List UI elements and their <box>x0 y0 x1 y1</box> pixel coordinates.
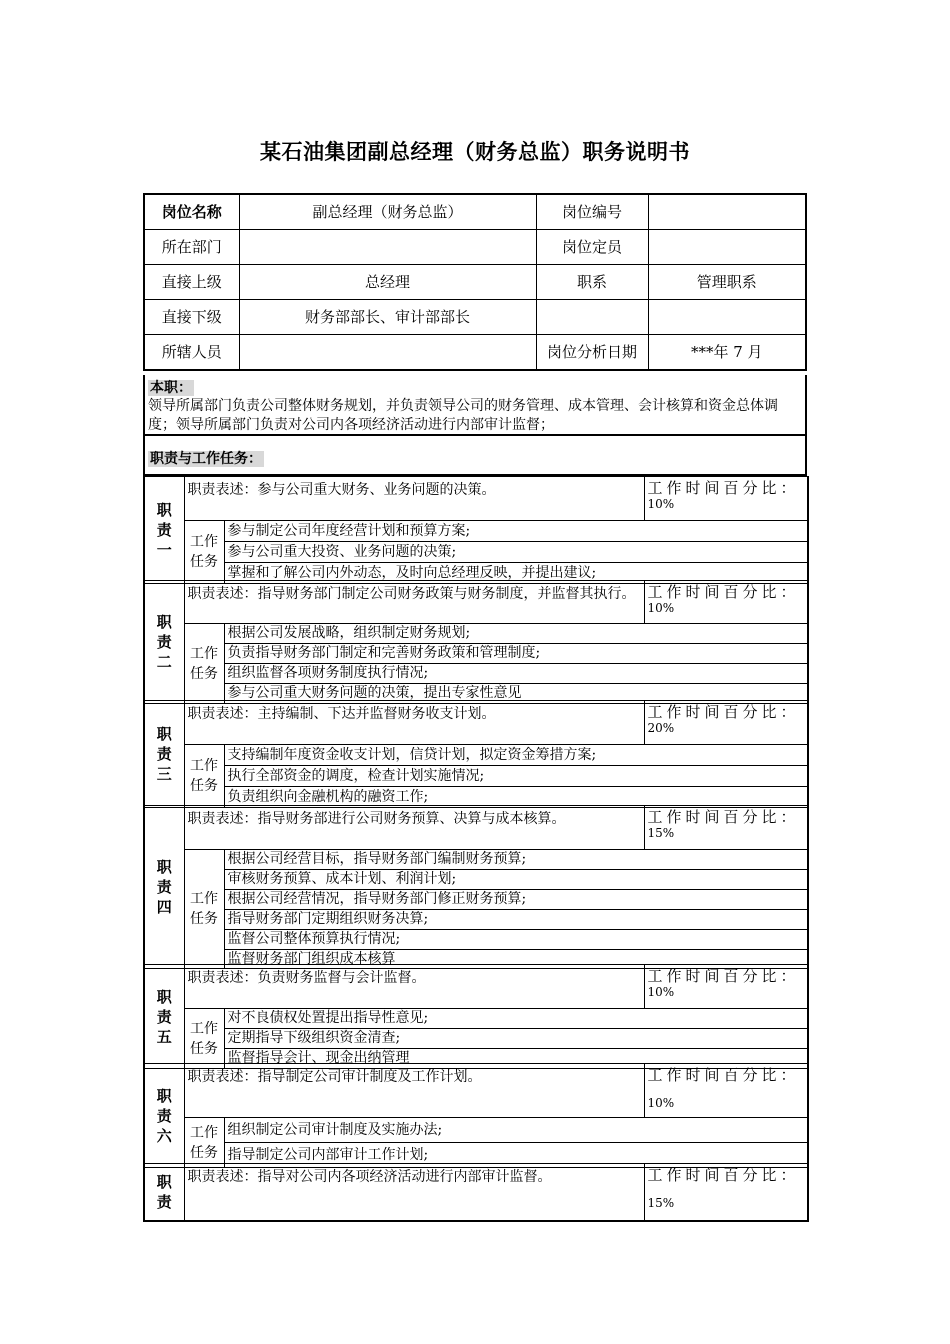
work-task-label: 工作 任务 <box>184 624 224 704</box>
duties-section-label: 职责与工作任务： <box>150 451 262 467</box>
duties-section-header <box>143 436 807 476</box>
time-percentage-value: 15% <box>647 1196 675 1210</box>
time-percentage-value: 10% <box>647 1096 675 1110</box>
label-position-name: 岗位名称 <box>144 194 239 230</box>
work-task-item: 组织监督各项财务制度执行情况; <box>224 664 808 684</box>
time-percentage <box>644 1164 808 1222</box>
core-duty-text: 领导所属部门负责公司整体财务规划，并负责领导公司的财务管理、成本管理、会计核算和资金总体调度；领导所属部门负责对公司内各项经济活动进行内部审计监督； <box>148 398 778 433</box>
work-task-item: 定期指导下级组织资金清查; <box>224 1029 808 1049</box>
work-task-item: 审核财务预算、成本计划、利润计划; <box>224 870 808 890</box>
value-department <box>239 230 536 265</box>
duty-number: 职 责 五 <box>144 965 184 1069</box>
duty-number: 职 责 二 <box>144 581 184 704</box>
duty-description: 职责表述：指导制定公司审计制度及工作计划。 <box>184 1064 644 1118</box>
duty-number: 职 责 四 <box>144 806 184 969</box>
time-percentage-label: 工作时间百分比： <box>647 583 800 601</box>
time-percentage-label: 工作时间百分比： <box>647 808 800 826</box>
duty-description: 职责表述：指导对公司内各项经济活动进行内部审计监督。 <box>184 1164 644 1222</box>
work-task-item: 负责组织向金融机构的融资工作; <box>224 787 808 808</box>
value-position-code <box>648 194 806 230</box>
label-staff: 所辖人员 <box>144 335 239 371</box>
duty-block <box>143 1163 809 1222</box>
duty-description: 职责表述：指导财务部门制定公司财务政策与财务制度，并监督其执行。 <box>184 581 644 624</box>
duty-description: 职责表述：主持编制、下达并监督财务收支计划。 <box>184 701 644 745</box>
work-task-item: 指导财务部门定期组织财务决算; <box>224 910 808 930</box>
core-duty-label: 本职： <box>150 380 192 396</box>
duty-number: 职 责 三 <box>144 701 184 808</box>
value-analysis-date: ***年 7 月 <box>648 335 806 371</box>
work-task-item: 组织制定公司审计制度及实施办法; <box>224 1118 808 1143</box>
work-task-item: 根据公司发展战略，组织制定财务规划; <box>224 624 808 644</box>
time-percentage <box>644 701 808 745</box>
duty-block <box>143 476 809 584</box>
time-percentage-label: 工作时间百分比： <box>647 1166 800 1184</box>
value-staff <box>239 335 536 371</box>
work-task-item: 指导制定公司内部审计工作计划; <box>224 1143 808 1168</box>
work-task-item: 监督财务部门组织成本核算 <box>224 950 808 969</box>
work-task-label: 工作 任务 <box>184 521 224 584</box>
value-job-family: 管理职系 <box>648 265 806 300</box>
time-percentage-label: 工作时间百分比： <box>647 967 800 985</box>
duty-number: 职 责 一 <box>144 477 184 584</box>
work-task-item: 监督公司整体预算执行情况; <box>224 930 808 950</box>
label-direct-superior: 直接上级 <box>144 265 239 300</box>
value-empty <box>648 300 806 335</box>
value-position-name: 副总经理（财务总监） <box>239 194 536 230</box>
label-analysis-date: 岗位分析日期 <box>536 335 648 371</box>
work-task-item: 掌握和了解公司内外动态，及时向总经理反映，并提出建议; <box>224 563 808 584</box>
time-percentage-label: 工作时间百分比： <box>647 1066 800 1084</box>
duty-description: 职责表述：参与公司重大财务、业务问题的决策。 <box>184 477 644 521</box>
value-direct-subordinate: 财务部部长、审计部部长 <box>239 300 536 335</box>
time-percentage-value: 10% <box>647 601 675 615</box>
duty-description: 职责表述：负责财务监督与会计监督。 <box>184 965 644 1009</box>
value-headcount <box>648 230 806 265</box>
time-percentage-label: 工作时间百分比： <box>647 703 800 721</box>
work-task-label: 工作 任务 <box>184 745 224 808</box>
duty-block <box>143 580 809 704</box>
label-position-code: 岗位编号 <box>536 194 648 230</box>
time-percentage <box>644 581 808 624</box>
duty-number: 职 责 六 <box>144 1064 184 1168</box>
label-department: 所在部门 <box>144 230 239 265</box>
work-task-item: 参与制定公司年度经营计划和预算方案; <box>224 521 808 542</box>
page-title: 某石油集团副总经理（财务总监）职务说明书 <box>260 140 690 164</box>
time-percentage-label: 工作时间百分比： <box>647 479 800 497</box>
position-info-table <box>143 193 807 371</box>
work-task-label: 工作 任务 <box>184 1118 224 1168</box>
time-percentage <box>644 806 808 850</box>
work-task-item: 参与公司重大投资、业务问题的决策; <box>224 542 808 563</box>
work-task-item: 参与公司重大财务问题的决策，提出专家性意见 <box>224 684 808 704</box>
time-percentage <box>644 477 808 521</box>
time-percentage-value: 10% <box>647 985 675 999</box>
work-task-item: 监督指导会计、现金出纳管理 <box>224 1049 808 1069</box>
work-task-item: 执行全部资金的调度，检查计划实施情况; <box>224 766 808 787</box>
duty-block <box>143 964 809 1069</box>
label-empty <box>536 300 648 335</box>
value-direct-superior: 总经理 <box>239 265 536 300</box>
work-task-label: 工作 任务 <box>184 850 224 969</box>
time-percentage <box>644 965 808 1009</box>
label-direct-subordinate: 直接下级 <box>144 300 239 335</box>
work-task-item: 负责指导财务部门制定和完善财务政策和管理制度; <box>224 644 808 664</box>
core-duty-block <box>143 375 807 436</box>
time-percentage <box>644 1064 808 1118</box>
duty-block <box>143 700 809 808</box>
duty-description: 职责表述：指导财务部进行公司财务预算、决算与成本核算。 <box>184 806 644 850</box>
work-task-item: 根据公司经营情况，指导财务部门修正财务预算; <box>224 890 808 910</box>
label-job-family: 职系 <box>536 265 648 300</box>
label-headcount: 岗位定员 <box>536 230 648 265</box>
duty-block <box>143 805 809 969</box>
time-percentage-value: 15% <box>647 826 675 840</box>
work-task-item: 根据公司经营目标，指导财务部门编制财务预算; <box>224 850 808 870</box>
duty-number: 职 责 <box>144 1164 184 1222</box>
duty-block <box>143 1063 809 1168</box>
work-task-label: 工作 任务 <box>184 1009 224 1069</box>
work-task-item: 对不良债权处置提出指导性意见; <box>224 1009 808 1029</box>
time-percentage-value: 20% <box>647 721 675 735</box>
work-task-item: 支持编制年度资金收支计划，信贷计划，拟定资金筹措方案; <box>224 745 808 766</box>
time-percentage-value: 10% <box>647 497 675 511</box>
